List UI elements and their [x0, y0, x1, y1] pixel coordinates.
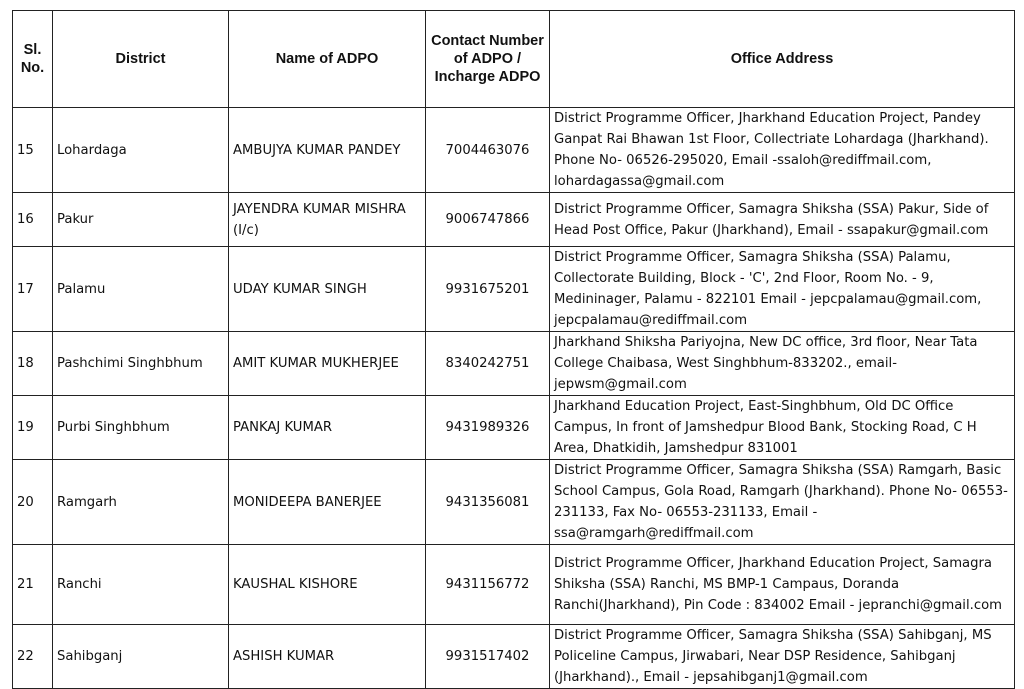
table-row: [13, 545, 1015, 625]
cell-contact-number: 9006747866: [426, 193, 550, 247]
cell-sl-no: 22: [13, 625, 53, 689]
cell-sl-no: 20: [13, 460, 53, 545]
cell-office-address: District Programme Officer, Jharkhand Education Project, Samagra Shiksha (SSA) Ranchi, MS BMP-1 Campaus, Doranda Ranchi(Jharkhand), Pin Code : 834002 Email - jepranchi@gmail.com: [550, 545, 1015, 625]
cell-adpo-name: AMBUJYA KUMAR PANDEY: [229, 108, 426, 193]
cell-contact-number: 9931675201: [426, 247, 550, 332]
table-body: [13, 108, 1015, 689]
cell-adpo-name: JAYENDRA KUMAR MISHRA (I/c): [229, 193, 426, 247]
cell-contact-number: 9431156772: [426, 545, 550, 625]
cell-office-address: District Programme Officer, Samagra Shiksha (SSA) Sahibganj, MS Policeline Campus, Jirwabari, Near DSP Residence, Sahibganj (Jharkhand)., Email - jepsahibganj1@gmail.com: [550, 625, 1015, 689]
cell-district: Ramgarh: [53, 460, 229, 545]
cell-sl-no: 16: [13, 193, 53, 247]
cell-district: Purbi Singhbhum: [53, 396, 229, 460]
table-row: [13, 193, 1015, 247]
cell-district: Palamu: [53, 247, 229, 332]
table-row: [13, 108, 1015, 193]
cell-sl-no: 19: [13, 396, 53, 460]
cell-sl-no: 21: [13, 545, 53, 625]
table-row: [13, 460, 1015, 545]
cell-adpo-name: PANKAJ KUMAR: [229, 396, 426, 460]
header-sl-no: Sl. No.: [13, 11, 53, 108]
cell-contact-number: 9931517402: [426, 625, 550, 689]
cell-adpo-name: UDAY KUMAR SINGH: [229, 247, 426, 332]
cell-office-address: District Programme Officer, Samagra Shiksha (SSA) Ramgarh, Basic School Campus, Gola Road, Ramgarh (Jharkhand). Phone No- 06553-231133, Fax No- 06553-231133, Email - ssa@ramgarh@rediffmail.com: [550, 460, 1015, 545]
cell-adpo-name: MONIDEEPA BANERJEE: [229, 460, 426, 545]
cell-adpo-name: AMIT KUMAR MUKHERJEE: [229, 332, 426, 396]
cell-office-address: District Programme Officer, Samagra Shiksha (SSA) Pakur, Side of Head Post Office, Pakur (Jharkhand), Email - ssapakur@gmail.com: [550, 193, 1015, 247]
cell-adpo-name: KAUSHAL KISHORE: [229, 545, 426, 625]
cell-district: Lohardaga: [53, 108, 229, 193]
table-row: [13, 247, 1015, 332]
adpo-table: [12, 10, 1015, 689]
cell-sl-no: 18: [13, 332, 53, 396]
header-district: District: [53, 11, 229, 108]
header-office-address: Office Address: [550, 11, 1015, 108]
cell-sl-no: 15: [13, 108, 53, 193]
cell-adpo-name: ASHISH KUMAR: [229, 625, 426, 689]
header-name-of-adpo: Name of ADPO: [229, 11, 426, 108]
cell-contact-number: 9431989326: [426, 396, 550, 460]
cell-office-address: District Programme Officer, Samagra Shiksha (SSA) Palamu, Collectorate Building, Block - 'C', 2nd Floor, Room No. - 9, Medininager, Palamu - 822101 Email - jepcpalamau@gmail.com, jepcpalamau@rediffmail.com: [550, 247, 1015, 332]
cell-office-address: Jharkhand Shiksha Pariyojna, New DC office, 3rd floor, Near Tata College Chaibasa, West Singhbhum-833202., email- jepwsm@gmail.com: [550, 332, 1015, 396]
cell-district: Pashchimi Singhbhum: [53, 332, 229, 396]
header-contact-number: Contact Number of ADPO / Incharge ADPO: [426, 11, 550, 108]
table-row: [13, 396, 1015, 460]
cell-contact-number: 7004463076: [426, 108, 550, 193]
cell-district: Ranchi: [53, 545, 229, 625]
cell-contact-number: 8340242751: [426, 332, 550, 396]
table-row: [13, 625, 1015, 689]
cell-district: Sahibganj: [53, 625, 229, 689]
cell-sl-no: 17: [13, 247, 53, 332]
table-row: [13, 332, 1015, 396]
cell-district: Pakur: [53, 193, 229, 247]
header-row: [13, 11, 1015, 108]
cell-office-address: Jharkhand Education Project, East-Singhbhum, Old DC Office Campus, In front of Jamshedpur Blood Bank, Stocking Road, C H Area, Dhatkidih, Jamshedpur 831001: [550, 396, 1015, 460]
table-header: [13, 11, 1015, 108]
cell-office-address: District Programme Officer, Jharkhand Education Project, Pandey Ganpat Rai Bhawan 1st Floor, Collectriate Lohardaga (Jharkhand). Phone No- 06526-295020, Email -ssaloh@rediffmail.com, lohardagassa@gmail.com: [550, 108, 1015, 193]
cell-contact-number: 9431356081: [426, 460, 550, 545]
